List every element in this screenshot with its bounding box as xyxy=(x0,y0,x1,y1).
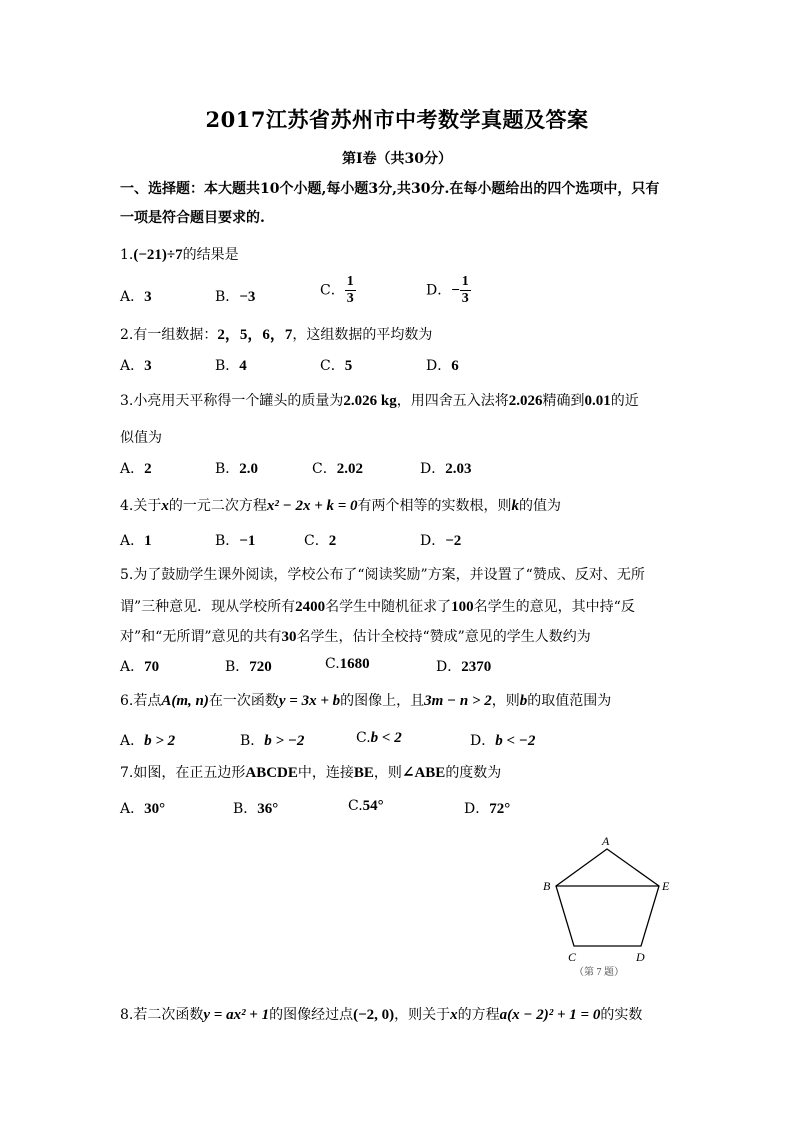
vertex-label-d: D xyxy=(636,950,645,964)
vertex-label-e: E xyxy=(662,879,670,893)
section-subtitle: 第Ⅰ卷（共30分） xyxy=(341,151,453,167)
q5-option-c: C.1680 xyxy=(325,656,370,672)
q4-option-a: A．1 xyxy=(120,533,152,549)
q3-option-a: A．2 xyxy=(120,461,152,477)
section-instructions-line1: 一、选择题：本大题共10个小题,每小题3分,共30分.在每小题给出的四个选项中，只有 xyxy=(120,181,660,197)
q7-option-b: B．36° xyxy=(233,801,279,817)
question-5-line3: 对”和“无所谓”意见的共有30名学生，估计全校持“赞成”意见的学生人数约为 xyxy=(120,629,591,645)
question-5: 5.为了鼓励学生课外阅读，学校公布了“阅读奖励”方案，并设置了“赞成、反对、无所 xyxy=(120,567,645,583)
q6-option-b: B．b > −2 xyxy=(240,733,305,749)
section-instructions-line2: 一项是符合题目要求的. xyxy=(120,210,265,226)
q3-option-c: C．2.02 xyxy=(312,461,363,477)
pentagon-shape xyxy=(556,849,659,946)
vertex-label-b: B xyxy=(543,879,551,893)
page-title: 2017江苏省苏州市中考数学真题及答案 xyxy=(205,107,589,132)
q4-option-d: D．−2 xyxy=(420,533,462,549)
question-1: 1.(−21)÷7的结果是 xyxy=(120,247,239,263)
question-6: 6.若点A(m, n)在一次函数y = 3x + b的图像上，且3m − n > 2，则b的取值范围为 xyxy=(120,693,612,709)
q7-option-a: A．30° xyxy=(120,801,166,817)
vertex-label-c: C xyxy=(568,950,577,964)
q3-option-b: B．2.0 xyxy=(215,461,259,477)
question-3: 3.小亮用天平称得一个罐头的质量为2.026 kg，用四舍五入法将2.026精确到0.01的近 xyxy=(120,393,639,409)
q4-option-b: B．−1 xyxy=(215,533,256,549)
q1-option-b: B．−3 xyxy=(215,289,256,305)
q1-option-d: D．− $\frac{1}{3}$ xyxy=(426,274,469,306)
q2-option-c: C．5 xyxy=(320,358,353,374)
q2-option-b: B．4 xyxy=(215,358,247,374)
q3-option-d: D．2.03 xyxy=(420,461,472,477)
q1-option-a: A．3 xyxy=(120,289,152,305)
q5-option-b: B．720 xyxy=(225,659,272,675)
q5-option-d: D．2370 xyxy=(436,659,492,675)
q5-option-a: A．70 xyxy=(120,659,160,675)
question-7: 7.如图，在正五边形ABCDE中，连接BE，则∠ABE的度数为 xyxy=(120,765,502,781)
q6-option-d: D．b < −2 xyxy=(470,733,536,749)
question-5-line2: 谓”三种意见．现从学校所有2400名学生中随机征求了100名学生的意见，其中持“反 xyxy=(120,599,635,615)
question-4: 4.关于x的一元二次方程x² − 2x + k = 0有两个相等的实数根，则k的值为 xyxy=(120,498,562,514)
question-8: 8.若二次函数y = ax² + 1的图像经过点(−2, 0)，则关于x的方程a(x − 2)² + 1 = 0的实数 xyxy=(120,1007,643,1023)
q7-option-c: C.54° xyxy=(348,798,384,814)
q1-option-c: C． $\frac{1}{3}$ xyxy=(320,274,354,306)
q2-option-d: D．6 xyxy=(426,358,459,374)
q2-option-a: A．3 xyxy=(120,358,152,374)
question-3-line2: 似值为 xyxy=(120,430,162,446)
q7-option-d: D．72° xyxy=(464,801,511,817)
figure-caption: （第 7 题） xyxy=(574,967,624,978)
q6-option-a: A．b > 2 xyxy=(120,733,176,749)
q6-option-c: C.b < 2 xyxy=(356,730,402,746)
pentagon-figure xyxy=(538,830,678,980)
vertex-label-a: A xyxy=(602,834,610,848)
q4-option-c: C．2 xyxy=(304,533,337,549)
question-2: 2.有一组数据：2，5，6，7，这组数据的平均数为 xyxy=(120,327,433,343)
